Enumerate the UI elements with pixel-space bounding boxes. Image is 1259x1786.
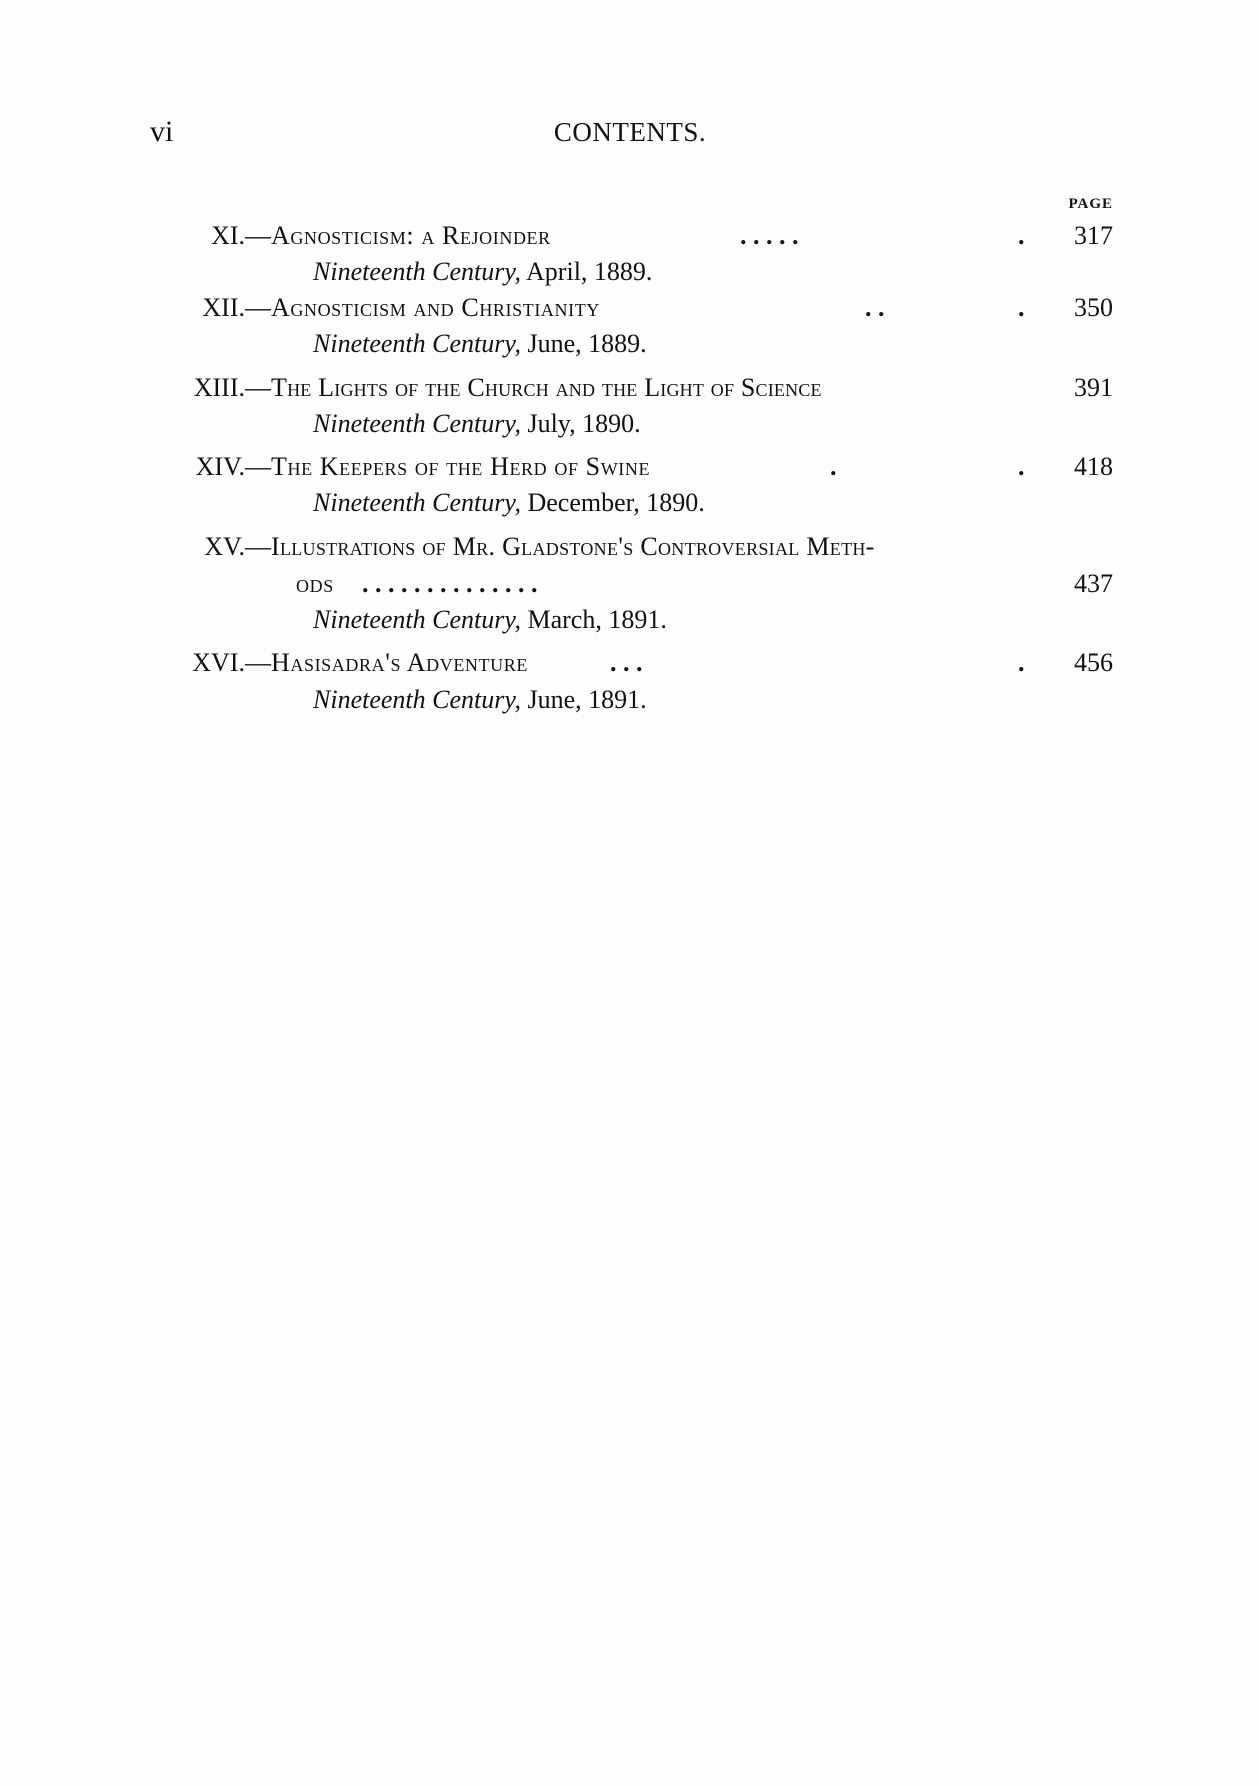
source-journal: Nineteenth Century, <box>313 329 521 358</box>
dash: — <box>245 452 271 481</box>
dash: — <box>245 373 271 402</box>
dash: — <box>245 221 271 250</box>
dot-leader: . <box>1018 221 1025 250</box>
running-head <box>150 112 1110 152</box>
toc-entry <box>150 449 1113 485</box>
chapter-numeral: XI. <box>211 221 245 250</box>
source-journal: Nineteenth Century, <box>313 257 521 286</box>
chapter-numeral: XIII. <box>193 373 245 402</box>
dot-leader: . . . . . <box>740 221 799 250</box>
page-number: vi <box>150 115 174 148</box>
toc-entry <box>150 645 1113 681</box>
source-date: March, 1891. <box>520 605 667 634</box>
page-ref: 437 <box>1074 569 1113 598</box>
dot-leader: . . . <box>610 648 643 677</box>
source-date: June, 1889. <box>520 329 647 358</box>
source-journal: Nineteenth Century, <box>313 488 521 517</box>
source-line <box>313 485 705 521</box>
dot-leader: . <box>1018 648 1025 677</box>
source-journal: Nineteenth Century, <box>313 409 521 438</box>
chapter-title: Agnosticism: a Rejoinder <box>271 221 551 250</box>
page-title: CONTENTS. <box>553 117 707 147</box>
page-ref: 391 <box>1074 373 1113 402</box>
source-journal: Nineteenth Century, <box>313 605 521 634</box>
source-line <box>313 254 652 290</box>
dash: — <box>245 532 271 561</box>
source-journal: Nineteenth Century, <box>313 685 521 714</box>
dot-leader: . <box>1018 293 1025 322</box>
dot-leader: . . . . . . . . . . . . . . <box>362 569 538 598</box>
source-date: June, 1891. <box>520 685 647 714</box>
toc-entry <box>150 529 1113 565</box>
source-date: July, 1890. <box>520 409 641 438</box>
chapter-numeral: XIV. <box>195 452 245 481</box>
chapter-title: The Keepers of the Herd of Swine <box>271 452 651 481</box>
chapter-title: Agnosticism and Christianity <box>271 293 600 322</box>
source-date: December, 1890. <box>520 488 705 517</box>
dash: — <box>245 648 271 677</box>
dot-leader: . <box>1018 452 1025 481</box>
toc-entry-continuation <box>150 566 1113 602</box>
source-line <box>313 602 667 638</box>
page-ref: 456 <box>1074 648 1113 677</box>
chapter-numeral: XII. <box>202 293 245 322</box>
dot-leader: . . <box>865 293 885 322</box>
chapter-title-continued: ods <box>296 569 334 598</box>
toc-entry <box>150 370 1113 406</box>
chapter-numeral: XV. <box>204 532 245 561</box>
source-line <box>313 406 641 442</box>
dot-leader: . <box>830 452 837 481</box>
toc-entry <box>150 218 1113 254</box>
chapter-numeral: XVI. <box>192 648 245 677</box>
toc-entry <box>150 290 1113 326</box>
chapter-title: Hasisadra's Adventure <box>271 648 528 677</box>
page-ref: 350 <box>1074 293 1113 322</box>
source-line <box>313 326 647 362</box>
page-ref: 317 <box>1074 221 1113 250</box>
chapter-title: Illustrations of Mr. Gladstone's Controversial Meth- <box>271 532 875 561</box>
page-column-label: PAGE <box>1068 196 1113 212</box>
source-date: April, 1889. <box>520 257 653 286</box>
dash: — <box>245 293 271 322</box>
page-ref: 418 <box>1074 452 1113 481</box>
chapter-title: The Lights of the Church and the Light of Science <box>271 373 822 402</box>
source-line <box>313 682 647 718</box>
